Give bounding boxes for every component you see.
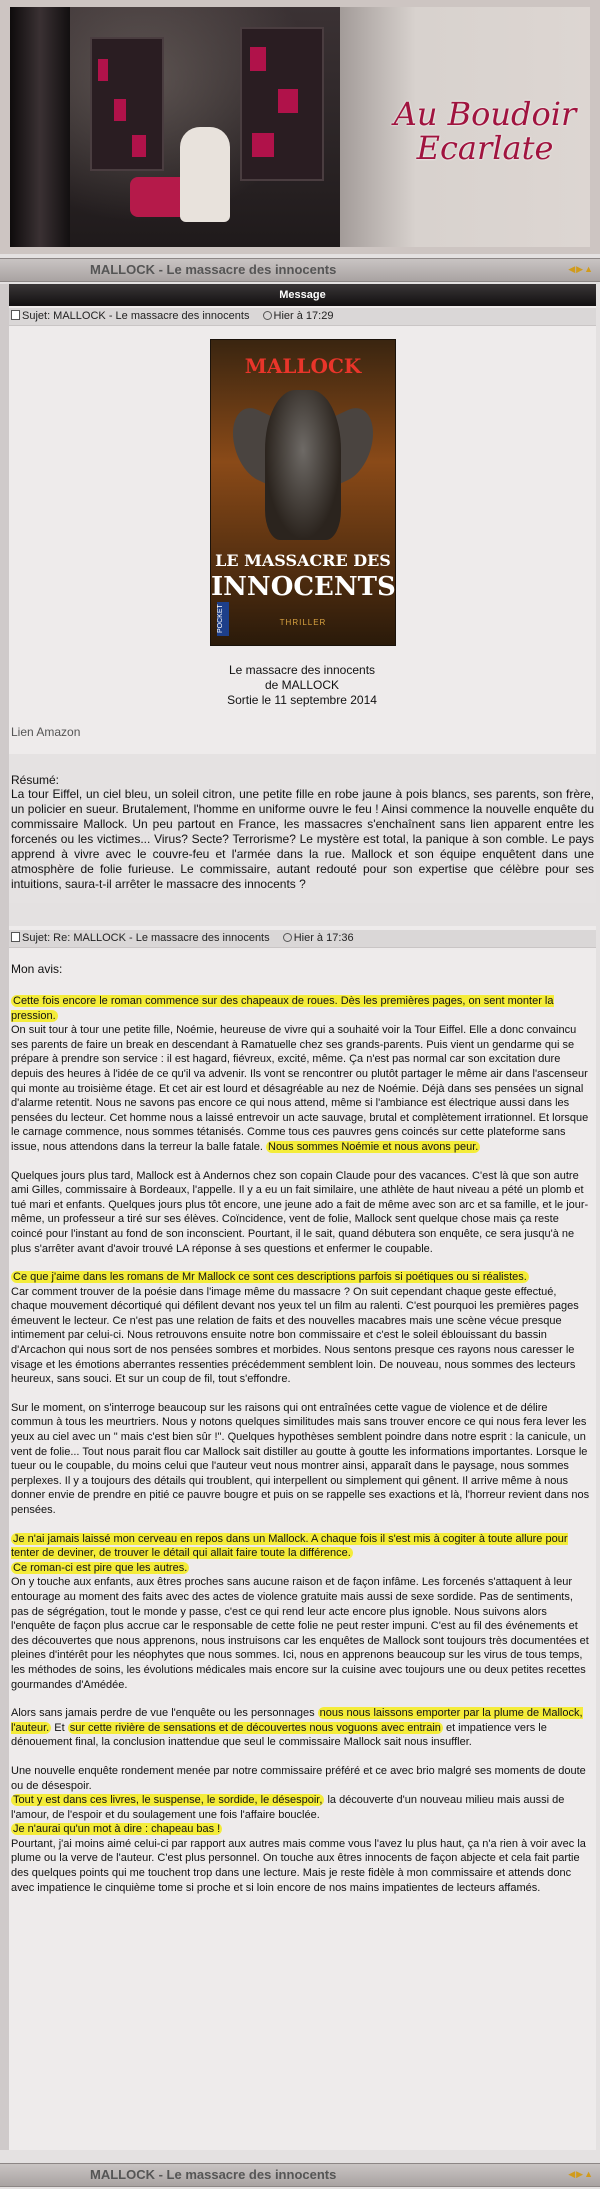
topic-title-bottom: MALLOCK - Le massacre des innocents — [90, 2167, 337, 2182]
highlight-cerveau: Je n'ai jamais laissé mon cerveau en repos dans un Mallock. A chaque fois il s'est mis à cogiter à toute allure pour tenter de deviner, de trouver le détail qui allait faire toute la différence. — [11, 1532, 568, 1560]
review-intro: Mon avis: — [11, 962, 63, 976]
site-title[interactable] — [380, 97, 590, 165]
review-paragraph-1: On suit tour à tour une petite fille, Noémie, heureuse de vivre qui a souhaité voir la Tour Eiffel. Elle a donc convaincu ses parents de faire un break en descendant à Ramatuelle chez ses grands-parents. Puis vient un gendarme qui se prépare à prendre son service : il est hagard, fiévreux, excité, même. Ça n'est pas normal car son excitation dure depuis des heures à l'idée de ce qu'il va advenir. Ils vont se rencontrer ou plutôt partager le même air dans l'ascenseur qui monte au troisième étage. Et cet air est lourd et désagréable au nez de Noémie. Déjà dans ses pensées un signal d'alarme retentit. Nous ne savons pas encore ce qui nous attend, même si l'ambiance est électrique aussi dans les pensées du lecteur. Cet homme nous a laissé entrevoir un acte sauvage, brutal et complètement irrationnel. Et lorsque le carnage commence, nous sommes tétanisés. Comme tous ces pauvres gens coincés sur cette plateforme sans issue, nous attendons dans la terreur la balle fatale. — [11, 1024, 589, 1153]
post-1-subject[interactable]: Sujet: MALLOCK - Le massacre des innocents — [22, 310, 250, 322]
post-1-time: Hier à 17:29 — [273, 310, 334, 322]
clock-icon — [283, 933, 292, 942]
cover-title-line1: LE MASSACRE DES — [215, 551, 391, 570]
review-paragraph-6c: et impatience vers le dénouement final, la conclusion inattendue que seul le commissaire Mallock sait nous insuffler. — [11, 1721, 547, 1749]
site-title-line1: Au Boudoir — [393, 95, 577, 133]
post-2-time: Hier à 17:36 — [293, 932, 354, 944]
arrow-left-icon[interactable]: ◀ — [568, 2169, 577, 2179]
arrow-left-icon[interactable]: ◀ — [568, 264, 577, 274]
highlight-riviere: sur cette rivière de sensations et de découvertes nous voguons avec entrain — [69, 1721, 441, 1734]
review-paragraph-6a: Alors sans jamais perdre de vue l'enquête ou les personnages — [11, 1707, 315, 1720]
topic-title-bar — [0, 258, 600, 282]
resume-title: Résumé: — [11, 773, 60, 787]
highlight-descriptions: Ce que j'aime dans les romans de Mr Mallock ce sont ces descriptions parfois si poétiques ou si réalistes. — [13, 1271, 527, 1284]
topic-title: MALLOCK - Le massacre des innocents — [90, 262, 337, 277]
arrow-up-icon[interactable]: ▲ — [584, 264, 594, 274]
highlight-pire: Ce roman-ci est pire que les autres. — [13, 1561, 188, 1574]
post-2-subject[interactable]: Sujet: Re: MALLOCK - Le massacre des innocents — [22, 932, 270, 944]
cover-genre: THRILLER — [279, 618, 327, 627]
clock-icon — [263, 311, 272, 320]
banner-image — [10, 7, 590, 247]
curtain-shape — [10, 7, 70, 247]
post-1-meta — [9, 308, 596, 326]
bookshelf-left — [90, 37, 164, 171]
highlight-opening: Cette fois encore le roman commence sur des chapeaux de roues. Dès les premières pages, on sent monter la pression. — [11, 995, 554, 1022]
publisher-logo: POCKET — [217, 602, 229, 636]
bookshelf-right — [240, 27, 324, 181]
left-gutter — [0, 284, 9, 2150]
cover-author: MALLOCK — [244, 354, 362, 378]
highlight-plume: nous nous laissons emporter par la plume de Mallock, l'auteur. — [11, 1707, 583, 1734]
review-paragraph-6b: Et — [54, 1721, 65, 1734]
resume-text: La tour Eiffel, un ciel bleu, un soleil citron, une petite fille en robe jaune à pois blancs, ses parents, son frère, un policier en sueur. Brutalement, l'homme en uniforme ouvre le feu ! Ainsi commence la nouvelle enquête du commissaire Mallock. Un peu partout en France, les massacres s'enchaînent sans lien apparent entre les forcenés ou les victimes... Virus? Secte? Terrorisme? Le mystère est total, la panique à son comble. Le pays apprend à vivre avec le couvre-feu et l'armée dans la rue. Mallock et son équipe enquêtent dans une atmosphère de folie furieuse. Le commissaire, autant redouté pour son expertise que célèbre pour ses intuitions, saura-t-il arrêter le massacre des innocents ? — [11, 787, 594, 891]
review-paragraph-8: Pourtant, j'ai moins aimé celui-ci par rapport aux autres mais comme vous l'avez lu plus haut, ça n'a rien à voir avec la plume ou la verve de l'auteur. C'est plus personnel. On touche aux êtres innocents de façon abjecte et cela fait partie des quelques points qui me touchent trop dans une lecture. Mais je reste fidèle à mon commissaire et attends donc avec impatience le cinquième tome si proche et si loin encore de nos mains impatientes de lecteurs affamés. — [11, 1837, 586, 1894]
review-paragraph-2: Quelques jours plus tard, Mallock est à Andernos chez son copain Claude pour des vacances. C'est là que son autre ami Gilles, commissaire à Bordeaux, l'appelle. Il y a eu un fait similaire, une athlète de haut niveau a pété un plomb et tué mari et enfants. Quelques jours plus tôt encore, une jeune ado a fait de même avec son arc et sa famille, et le jour-même, un professeur a tiré sur ses élèves. Coïncidence, vent de folie, Mallock sent quelque chose mais ça reste coincé pour l'instant au fond de son inconscient. Pourtant, il le sait, quand débutera son enquête, ce sera jusqu'à ne plus s'arrêter avant d'avoir trouvé LA réponse à ses questions et enfermer le coupable. — [11, 1169, 589, 1255]
woman-figure — [180, 127, 230, 222]
arrow-right-icon[interactable]: ▶ — [576, 264, 585, 274]
review-paragraph-4: Sur le moment, on s'interroge beaucoup sur les raisons qui ont entraînées cette vague de violence et de délire commun à tous les meurtriers. Nous y notons quelques similitudes mais sans trouver encore ce qui nous fera lever les yeux au ciel avec un " mais c'est bien sûr !". Quelques hypothèses semblent poindre dans notre esprit : la canicule, un vent de folie... Tout nous parait flou car Mallock sait distiller au goutte à goutte les informations importantes. Lorsque le tueur ou le coupable, du moins celui que l'auteur veut nous montrer ainsi, apparaît dans le paysage, nous sommes perplexes. Il y a toujours des détails qui troublent, qui interpellent ou simplement qui gênent. Il arrive même à nous donner envie de prendre en pitié ce pauvre bougre et puis on se rappelle ses exactions et là, l'horreur revient dans nos pensées. — [11, 1401, 590, 1516]
angel-statue — [265, 390, 341, 540]
review-body — [11, 994, 591, 1895]
arrow-up-icon[interactable]: ▲ — [584, 2169, 594, 2179]
topic-nav[interactable] — [568, 264, 594, 275]
document-icon — [11, 310, 20, 320]
review-paragraph-7: Une nouvelle enquête rondement menée par notre commissaire préféré et ce avec brio malgré ses moments de doute ou de désespoir. — [11, 1764, 586, 1792]
highlight-chapeau-bas: Je n'aurai qu'un mot à dire : chapeau bas ! — [13, 1823, 221, 1836]
post-2-meta — [9, 930, 596, 948]
amazon-link[interactable]: Lien Amazon — [11, 725, 81, 739]
review-paragraph-7b: la découverte d'un nouveau milieu mais aussi de l'amour, de l'espoir et du soulagement une fois l'affaire bouclée. — [11, 1794, 565, 1821]
book-caption-release: Sortie le 11 septembre 2014 — [227, 693, 377, 707]
arrow-right-icon[interactable]: ▶ — [576, 2169, 585, 2179]
highlight-noemie: Nous sommes Noémie et nous avons peur. — [268, 1140, 479, 1153]
book-caption-author: de MALLOCK — [264, 678, 340, 692]
document-icon — [11, 932, 20, 942]
topic-title-bar-bottom — [0, 2163, 600, 2187]
topic-nav-bottom[interactable] — [568, 2169, 594, 2180]
site-banner — [0, 0, 600, 254]
site-title-line2: Ecarlate — [416, 129, 554, 167]
review-paragraph-3: Car comment trouver de la poésie dans l'image même du massacre ? On suit cependant chaque geste effectué, chaque mouvement décortiqué qui défilent devant nos yeux tel un film au ralenti. C'est pourquoi les premières pages émeuvent le lecteur. Ce n'est pas une relation de faits et des nouvelles macabres mais une scène vécue presque intimement par celui-ci. Nous retrouvons ensuite notre bon commissaire et c'est le soleil éblouissant du bassin d'Arcachon qui nous sort de nos pensées sombres et morbides. Nous sentons presque ces rayons nous caresser le visage et les émotions aberrantes ressenties précédemment semblent loin. De nouveau, nous sommes des lecteurs heureux, sans souci. Et sur un coup de fil, tout s'effondre. — [11, 1285, 579, 1386]
boudoir-illustration — [10, 7, 340, 247]
cover-title-line2: INNOCENTS — [211, 572, 396, 602]
book-caption-title: Le massacre des innocents — [228, 663, 376, 677]
message-column-header: Message — [9, 284, 596, 306]
highlight-tout-y-est: Tout y est dans ces livres, le suspense, le sordide, le désespoir, — [13, 1794, 323, 1807]
review-paragraph-5: On y touche aux enfants, aux êtres proches sans aucune raison et de façon infâme. Les forcenés s'attaquent à leur entourage au moment des faits avec des actes de violence gratuite mais aussi de sexe sordide. Pas de sentiments, pas de ségrégation, tout le monde y passe, c'est ce qui rend leur acte encore plus ignoble. Nous suivons alors l'enquête de façon plus accrue car le responsable de cette folie ne peut rester impuni. C'est au fil des événements et des découvertes que nous apprenons, nous instruisons car les enquêtes de Mallock sont toujours très documentées et pleines d'intérêt pour les néophytes que nous sommes. Ici, nous en apprenons beaucoup sur les virus de tous temps, les méthodes de soins, les évolutions médicales mais encore sur la cuisine avec toujours une ou deux petites recettes gourmandes d'Amédée. — [11, 1576, 589, 1691]
book-cover[interactable] — [210, 339, 396, 646]
